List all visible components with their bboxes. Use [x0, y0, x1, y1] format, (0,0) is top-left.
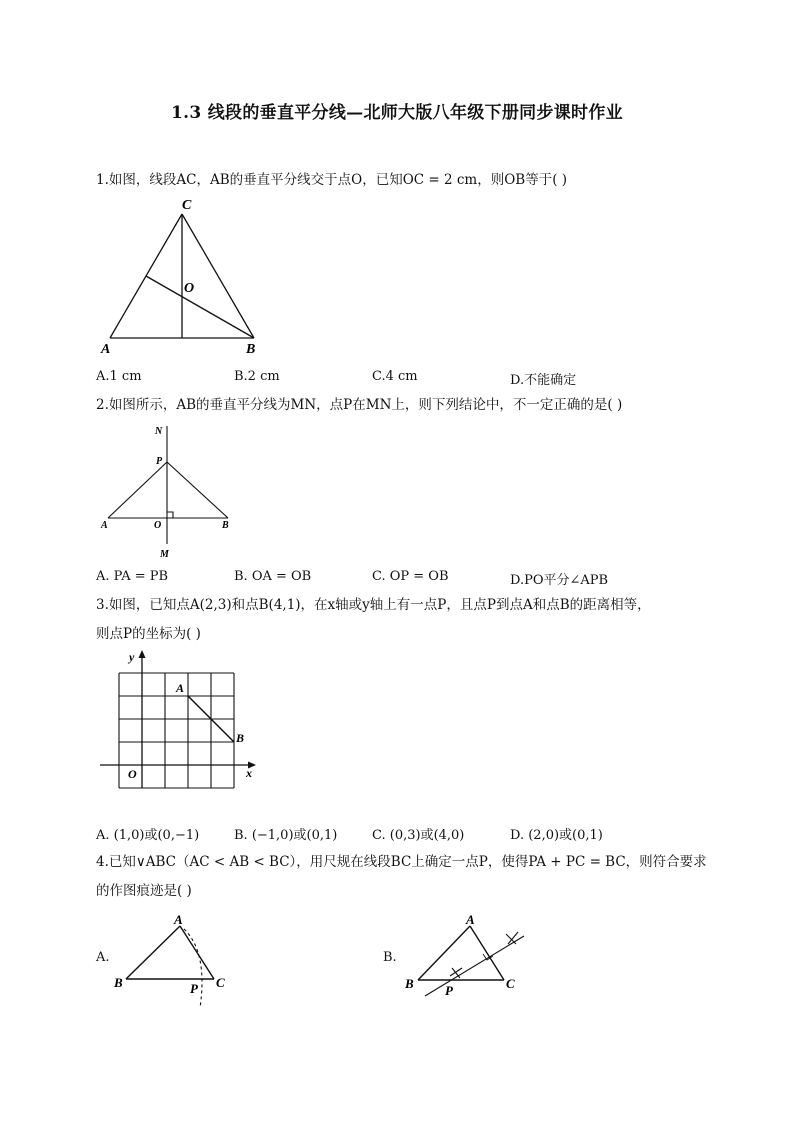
segment-ac — [180, 926, 214, 979]
label-c: C — [216, 975, 225, 990]
q4-option-b-figure[interactable] — [400, 910, 535, 1010]
label-c: C — [182, 198, 192, 213]
q3-option-d[interactable]: D. (2,0)或(0,1) — [510, 828, 603, 843]
segment-pb — [167, 462, 228, 518]
q4-option-b-letter[interactable]: B. — [383, 950, 397, 965]
q1-option-a[interactable]: A.1 cm — [96, 369, 142, 384]
segment-ac — [470, 926, 504, 980]
q3-option-b[interactable]: B. (−1,0)或(0,1) — [234, 828, 338, 843]
label-b: B — [246, 342, 256, 357]
label-b: B — [236, 731, 245, 745]
q3-option-c[interactable]: C. (0,3)或(4,0) — [372, 828, 465, 843]
y-axis-arrow — [139, 650, 146, 658]
question-3-figure — [96, 650, 266, 790]
label-n: N — [155, 426, 163, 437]
right-angle-mark — [167, 512, 173, 518]
question-2-stem: 2.如图所示，AB的垂直平分线为MN，点P在MN上，则下列结论中，不一定正确的是( ) — [96, 397, 623, 413]
q2-option-a[interactable]: A. PA = PB — [96, 569, 169, 584]
page-title: 1.3 线段的垂直平分线—北师大版八年级下册同步课时作业 — [171, 103, 623, 123]
label-b: B — [114, 975, 123, 990]
label-b: B — [222, 520, 229, 531]
label-p: P — [445, 983, 453, 998]
q4-option-a-figure[interactable] — [112, 912, 242, 1012]
question-3-stem-line-2: 则点P的坐标为( ) — [96, 626, 201, 642]
question-4-stem-line-2: 的作图痕迹是( ) — [96, 883, 192, 899]
perp-bisector-ac — [146, 276, 254, 338]
q1-option-c[interactable]: C.4 cm — [372, 369, 418, 384]
label-b: B — [405, 976, 414, 991]
q1-option-d[interactable]: D.不能确定 — [510, 373, 577, 388]
label-a: A — [176, 681, 185, 695]
label-a: A — [101, 520, 108, 531]
question-3-stem-line-1: 3.如图，已知点A(2,3)和点B(4,1)，在x轴或y轴上有一点P，且点P到点A和点B的距离相等， — [96, 597, 651, 613]
label-x: x — [246, 766, 252, 780]
label-p: P — [190, 981, 198, 996]
label-p: P — [156, 456, 163, 467]
q4-option-a-letter[interactable]: A. — [96, 950, 110, 965]
construction-arc — [184, 929, 202, 1008]
label-a: A — [174, 912, 183, 927]
question-2-figure — [96, 422, 246, 562]
label-a: A — [466, 912, 475, 927]
question-1-stem: 1.如图，线段AC，AB的垂直平分线交于点O，已知OC = 2 cm，则OB等于( ) — [96, 172, 568, 188]
q2-option-c[interactable]: C. OP = OB — [372, 569, 449, 584]
question-1-figure — [96, 196, 271, 358]
segment-ab — [418, 926, 470, 980]
q3-option-a[interactable]: A. (1,0)或(0,−1) — [96, 828, 200, 843]
label-y: y — [129, 650, 135, 664]
label-o: O — [184, 281, 195, 296]
label-o: O — [154, 520, 162, 531]
segment-ab — [126, 926, 180, 979]
question-4-stem-line-1: 4.已知∨ABC（AC < AB < BC），用尺规在线段BC上确定一点P，使得PA + PC = BC，则符合要求 — [96, 854, 707, 870]
label-c: C — [506, 976, 515, 991]
segment-pa — [108, 462, 167, 518]
segment-cb — [182, 214, 254, 338]
label-a: A — [101, 342, 111, 357]
label-o: O — [128, 767, 137, 781]
q2-option-b[interactable]: B. OA = OB — [234, 569, 312, 584]
q1-option-b[interactable]: B.2 cm — [234, 369, 280, 384]
label-m: M — [160, 549, 169, 560]
q2-option-d[interactable]: D.PO平分∠APB — [510, 573, 609, 588]
